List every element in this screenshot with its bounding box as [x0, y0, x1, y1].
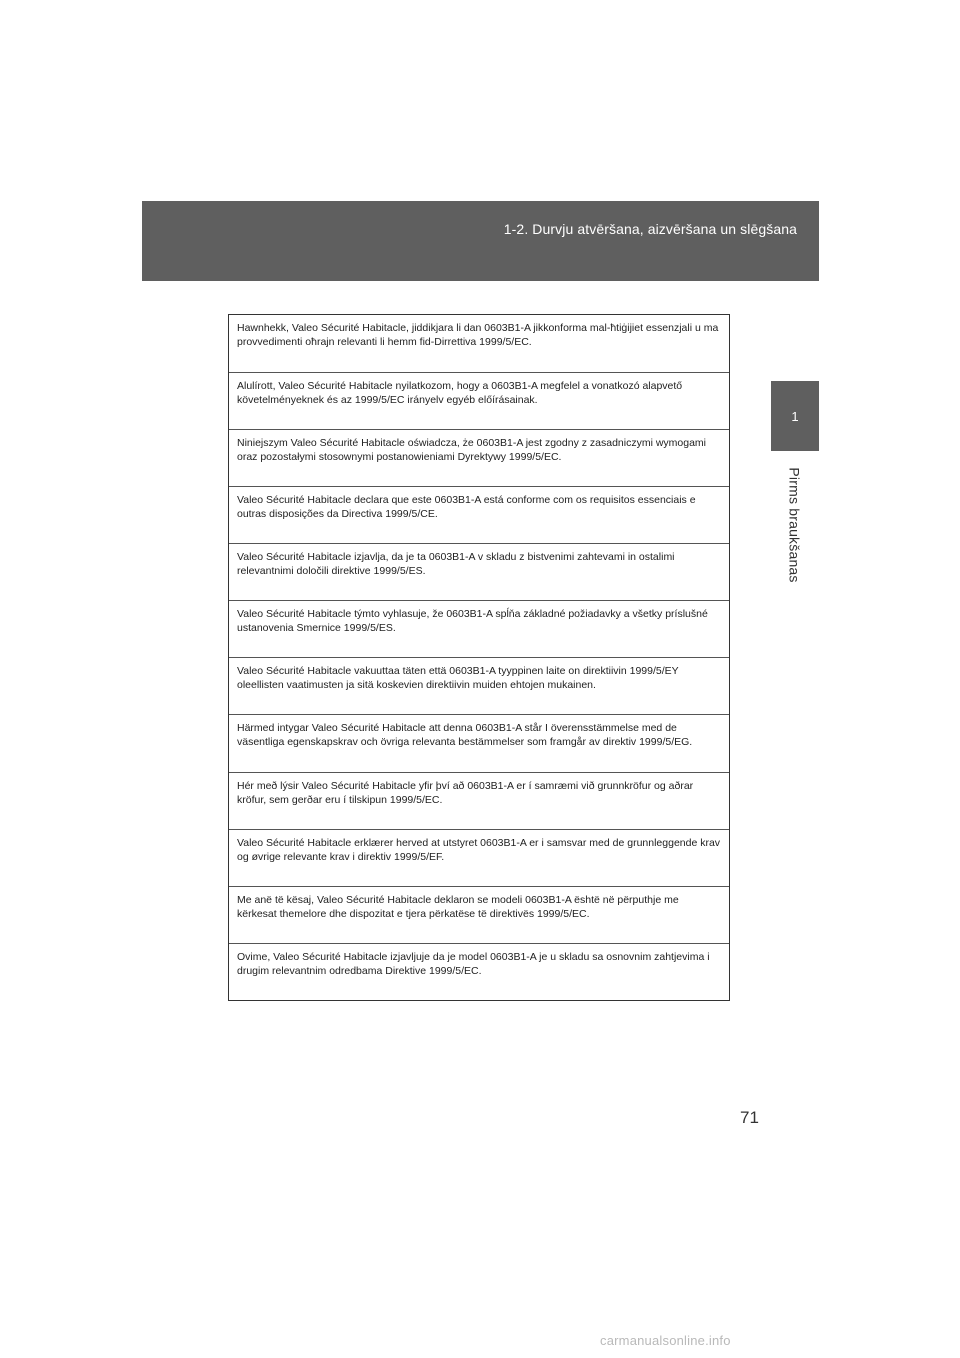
- declaration-row: Valeo Sécurité Habitacle týmto vyhlasuje, že 0603B1-A spĺňa základné požiadavky a všetky príslušné ustanovenia Smernice 1999/5/ES.: [229, 601, 729, 658]
- declaration-row: Niniejszym Valeo Sécurité Habitacle oświadcza, że 0603B1-A jest zgodny z zasadniczymi wymogami oraz pozostałymi stosownymi postanowieniami Dyrektywy 1999/5/EC.: [229, 430, 729, 487]
- declaration-row: Me anë të kësaj, Valeo Sécurité Habitacle deklaron se modeli 0603B1-A është në përputhje me kërkesat themelore dhe dispozitat e tjera përkatëse të direktivës 1999/5/EC.: [229, 887, 729, 944]
- declaration-row: Alulírott, Valeo Sécurité Habitacle nyilatkozom, hogy a 0603B1-A megfelel a vonatkozó alapvető követelményeknek és az 1999/5/EC irányelv egyéb előírásainak.: [229, 373, 729, 430]
- declaration-row: Valeo Sécurité Habitacle izjavlja, da je ta 0603B1-A v skladu z bistvenimi zahtevami in ostalimi relevantnimi določili direktive 1999/5/ES.: [229, 544, 729, 601]
- chapter-label: [771, 455, 819, 595]
- section-title: 1-2. Durvju atvēršana, aizvēršana un slēgšana: [503, 221, 797, 237]
- page-number: 71: [740, 1108, 759, 1127]
- header-band: [142, 201, 819, 281]
- declaration-row: Härmed intygar Valeo Sécurité Habitacle att denna 0603B1-A står I överensstämmelse med de väsentliga egenskapskrav och övriga relevanta bestämmelser som framgår av direktiv 1999/5/EG.: [229, 715, 729, 773]
- declaration-row: Ovime, Valeo Sécurité Habitacle izjavljuje da je model 0603B1-A je u skladu sa osnovnim zahtjevima i drugim relevantnim odredbama Direktive 1999/5/EC.: [237, 951, 710, 977]
- declaration-row: Hawnhekk, Valeo Sécurité Habitacle, jiddikjara li dan 0603B1-A jikkonforma mal-ħtiġijiet essenzjali u ma provvedimenti oħrajn relevanti li hemm fid-Dirrettiva 1999/5/EC.: [229, 315, 729, 373]
- declaration-row: Valeo Sécurité Habitacle declara que este 0603B1-A está conforme com os requisitos essenciais e outras disposições da Directiva 1999/5/CE.: [229, 487, 729, 544]
- declaration-row: Valeo Sécurité Habitacle vakuuttaa täten että 0603B1-A tyyppinen laite on direktiivin 1999/5/EY oleellisten vaatimusten ja sitä koskevien direktiivin muiden ehtojen mukainen.: [229, 658, 729, 715]
- chapter-label-text: Pirms braukšanas: [787, 467, 803, 583]
- watermark: carmanualsonline.info: [600, 1333, 731, 1348]
- declaration-row: Valeo Sécurité Habitacle erklærer herved at utstyret 0603B1-A er i samsvar med de grunnleggende krav og øvrige relevante krav i direktiv 1999/5/EF.: [229, 830, 729, 887]
- declarations-table: [228, 314, 730, 1001]
- chapter-number-tab: 1: [771, 381, 819, 451]
- declaration-row: Hér með lýsir Valeo Sécurité Habitacle yfir því að 0603B1-A er í samræmi við grunnkröfur og aðrar kröfur, sem gerðar eru í tilskipun 1999/5/EC.: [229, 773, 729, 830]
